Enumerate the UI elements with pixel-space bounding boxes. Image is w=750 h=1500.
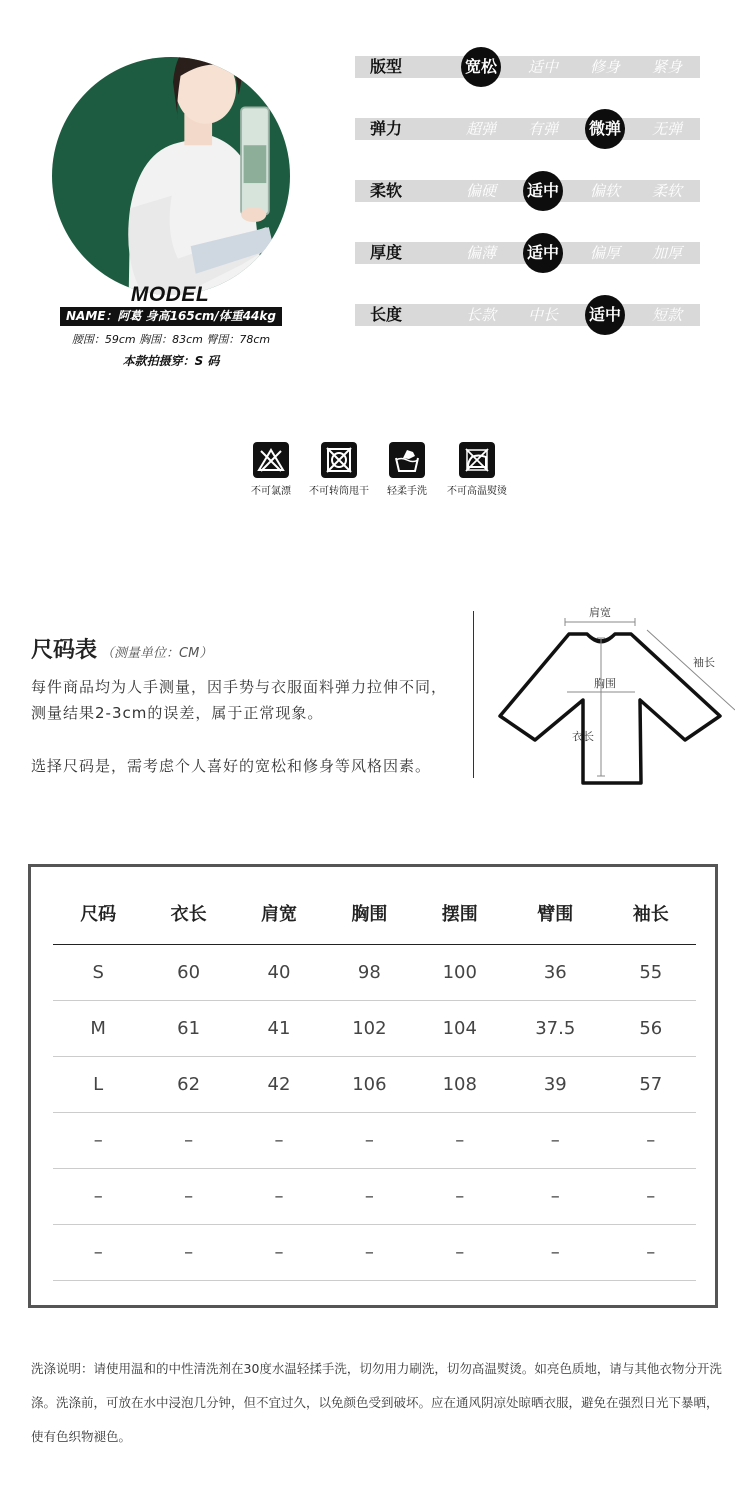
- size-table-header-cell: 臂围: [505, 883, 606, 944]
- size-table-cell: 100: [415, 944, 505, 1000]
- model-photo: [52, 57, 290, 295]
- model-name-line: NAME：阿葛 身高165cm/体重44kg: [60, 307, 282, 326]
- model-photo-circle: [52, 57, 290, 295]
- attribute-option: 中长: [527, 306, 558, 324]
- size-table-cell: –: [234, 1224, 324, 1280]
- size-table-cell: 37.5: [505, 1000, 606, 1056]
- attribute-option-selected: 适中: [585, 295, 625, 335]
- size-table-row: [53, 1224, 696, 1280]
- attribute-label: 厚度: [369, 243, 402, 262]
- size-table-cell: –: [415, 1224, 505, 1280]
- size-table-cell: S: [53, 944, 143, 1000]
- size-table-header-cell: 袖长: [606, 883, 696, 944]
- care-label: 不可高温熨烫: [447, 486, 507, 497]
- size-table-cell: 39: [505, 1056, 606, 1112]
- size-table-cell: 104: [415, 1000, 505, 1056]
- size-table-cell: –: [234, 1112, 324, 1168]
- size-table-cell: 60: [143, 944, 233, 1000]
- attribute-option: 有弹: [527, 120, 558, 138]
- care-label: 不可氯漂: [251, 486, 291, 497]
- attribute-option: 超弹: [465, 120, 496, 138]
- size-table-header-row: [53, 883, 696, 944]
- care-label: 不可转筒甩干: [309, 486, 369, 497]
- model-label: MODEL: [130, 283, 210, 306]
- size-table-cell: 108: [415, 1056, 505, 1112]
- size-table-cell: 62: [143, 1056, 233, 1112]
- size-table-cell: –: [606, 1112, 696, 1168]
- size-table-cell: 106: [324, 1056, 414, 1112]
- attribute-option-selected: 宽松: [461, 47, 501, 87]
- care-label: 轻柔手洗: [387, 486, 427, 497]
- size-chart-title: [31, 633, 212, 664]
- size-table-frame: [28, 864, 718, 1308]
- size-table-header-cell: 胸围: [324, 883, 414, 944]
- size-table-cell: –: [606, 1168, 696, 1224]
- attribute-option: 长款: [465, 306, 496, 324]
- size-table-cell: –: [324, 1224, 414, 1280]
- size-chart-desc-choose: 选择尺码是，需考虑个人喜好的宽松和修身等风格因素。: [31, 757, 432, 775]
- no-bleach-icon: [253, 442, 289, 478]
- attribute-option-selected: 适中: [523, 171, 563, 211]
- size-table-cell: 36: [505, 944, 606, 1000]
- size-table-cell: –: [324, 1112, 414, 1168]
- size-table-cell: –: [143, 1224, 233, 1280]
- size-table-cell: –: [53, 1112, 143, 1168]
- garment-outline: [500, 634, 720, 783]
- attribute-option: 偏软: [589, 182, 620, 200]
- diagram-shoulder-label: 肩宽: [589, 606, 611, 619]
- no-tumble-dry-icon: [321, 442, 357, 478]
- size-table-row: [53, 1056, 696, 1112]
- attribute-label: 版型: [369, 57, 402, 76]
- attribute-row: [355, 242, 700, 264]
- size-table-cell: 57: [606, 1056, 696, 1112]
- diagram-chest-label: 胸围: [594, 677, 616, 690]
- no-high-temp-iron-icon: [459, 442, 495, 478]
- attribute-option: 修身: [589, 58, 620, 76]
- attribute-option: 柔软: [651, 182, 682, 200]
- attribute-option: 偏厚: [589, 244, 620, 262]
- size-table: [53, 883, 696, 1281]
- size-table-cell: –: [143, 1112, 233, 1168]
- size-table-header-cell: 尺码: [53, 883, 143, 944]
- attribute-label: 柔软: [369, 181, 402, 200]
- size-table-header-cell: 衣长: [143, 883, 233, 944]
- size-table-header-cell: 摆围: [415, 883, 505, 944]
- attribute-option: 偏硬: [465, 182, 496, 200]
- attribute-option: 偏薄: [465, 244, 496, 262]
- size-table-cell: 42: [234, 1056, 324, 1112]
- size-table-cell: –: [143, 1168, 233, 1224]
- size-table-cell: –: [415, 1112, 505, 1168]
- size-table-cell: –: [53, 1224, 143, 1280]
- attribute-option: 短款: [651, 306, 682, 324]
- size-table-cell: –: [505, 1224, 606, 1280]
- size-table-row: [53, 1000, 696, 1056]
- attribute-row: [355, 304, 700, 326]
- model-measurements: 腰围：59cm 胸围：83cm 臀围：78cm: [71, 333, 271, 346]
- attribute-option: 适中: [527, 58, 558, 76]
- model-wearing-size: 本款拍摄穿：S 码: [122, 354, 220, 368]
- attribute-label: 长度: [369, 305, 402, 324]
- size-table-cell: –: [53, 1168, 143, 1224]
- size-table-cell: 56: [606, 1000, 696, 1056]
- size-table-cell: 55: [606, 944, 696, 1000]
- size-table-cell: –: [505, 1112, 606, 1168]
- size-table-cell: –: [606, 1224, 696, 1280]
- size-table-cell: –: [234, 1168, 324, 1224]
- size-table-header-cell: 肩宽: [234, 883, 324, 944]
- care-item-no-high-temp-iron: [432, 442, 522, 497]
- vertical-divider: [473, 611, 474, 778]
- attribute-option: 紧身: [651, 58, 682, 76]
- size-table-body: [53, 944, 696, 1280]
- hand-wash-icon: [389, 442, 425, 478]
- size-table-cell: 40: [234, 944, 324, 1000]
- garment-diagram: [495, 598, 735, 793]
- size-table-cell: 41: [234, 1000, 324, 1056]
- size-table-row: [53, 944, 696, 1000]
- attribute-option-selected: 微弹: [585, 109, 625, 149]
- size-table-row: [53, 1112, 696, 1168]
- diagram-length-label: 衣长: [572, 730, 594, 743]
- size-chart-unit: （测量单位：CM）: [101, 646, 213, 661]
- size-table-cell: –: [505, 1168, 606, 1224]
- size-table-cell: M: [53, 1000, 143, 1056]
- washing-instructions: 洗涤说明：请使用温和的中性清洗剂在30度水温轻揉手洗，切勿用力刷洗，切勿高温熨烫。如亮色质地，请与其他衣物分开洗涤。洗涤前，可放在水中浸泡几分钟，但不宜过久，以免颜色受到破坏。应在通风阴凉处晾晒衣服，避免在强烈日光下暴晒，使有色织物褪色。: [31, 1361, 722, 1444]
- attribute-row: [355, 180, 700, 202]
- size-table-cell: 102: [324, 1000, 414, 1056]
- size-table-cell: –: [324, 1168, 414, 1224]
- size-table-cell: 61: [143, 1000, 233, 1056]
- size-table-row: [53, 1168, 696, 1224]
- size-chart-title-text: 尺码表: [31, 638, 98, 663]
- size-table-cell: L: [53, 1056, 143, 1112]
- attribute-label: 弹力: [369, 119, 402, 138]
- attribute-option: 无弹: [651, 120, 682, 138]
- size-chart-desc-measure: 每件商品均为人手测量，因手势与衣服面料弹力拉伸不同，测量结果2-3cm的误差，属于正常现象。: [31, 678, 448, 722]
- size-table-cell: –: [415, 1168, 505, 1224]
- size-table-cell: 98: [324, 944, 414, 1000]
- attribute-option: 加厚: [651, 244, 682, 262]
- attribute-option-selected: 适中: [523, 233, 563, 273]
- attribute-row: [355, 118, 700, 140]
- diagram-sleeve-label: 袖长: [693, 656, 715, 669]
- attribute-row: [355, 56, 700, 78]
